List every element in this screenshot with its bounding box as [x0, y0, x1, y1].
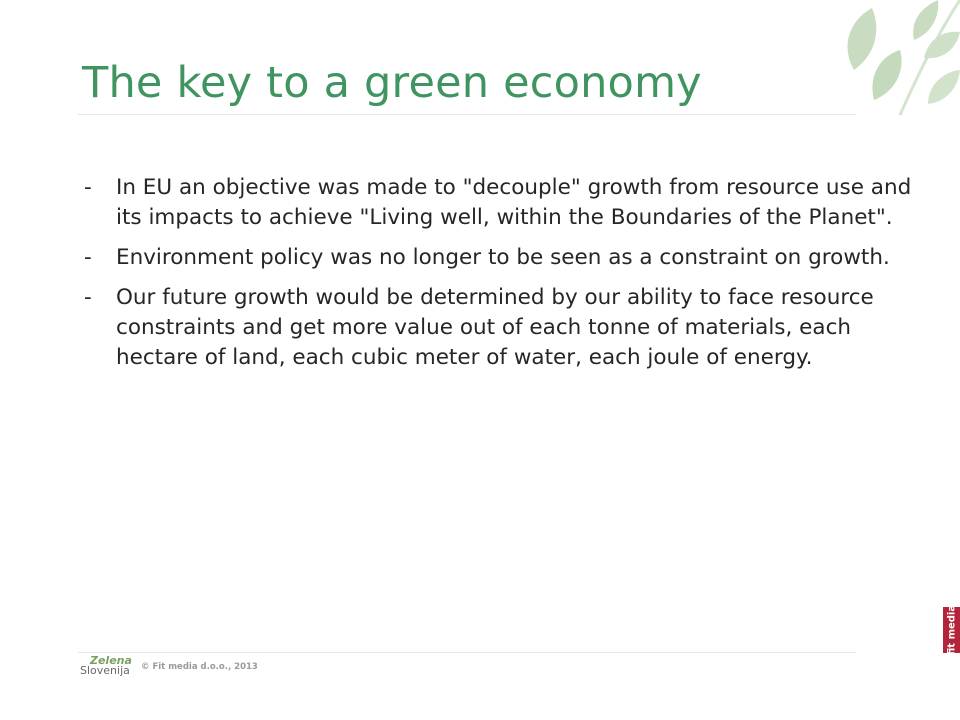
title-divider: [78, 114, 856, 115]
bullet-item: [84, 283, 914, 373]
bullet-text: In EU an objective was made to "decouple" growth from resource use and its impacts to achieve "Living well, within the Boundaries of the Planet".: [116, 175, 912, 230]
bullet-marker: -: [84, 175, 92, 200]
fit-media-logo-text: fit media: [946, 604, 957, 656]
bullet-item: [84, 243, 914, 273]
bullet-marker: -: [84, 285, 92, 310]
bullet-marker: -: [84, 245, 92, 270]
bullet-item: [84, 173, 914, 233]
footer-divider: [78, 652, 856, 653]
logo-top-text: Zelena: [90, 654, 132, 667]
copyright-text: © Fit media d.o.o., 2013: [141, 662, 258, 672]
fit-media-logo: [943, 604, 960, 656]
logo-bottom-text: Slovenija: [80, 664, 130, 677]
bullet-text: Environment policy was no longer to be seen as a constraint on growth.: [116, 245, 890, 270]
slide-title: The key to a green economy: [82, 58, 702, 108]
bullet-text: Our future growth would be determined by our ability to face resource constraints and get more value out of each tonne of materials, each hectare of land, each cubic meter of water, each joule of energy.: [116, 285, 874, 370]
zelena-slovenija-logo: [76, 656, 136, 678]
bullet-list: [84, 173, 914, 383]
leaf-branch-icon: [810, 0, 960, 125]
